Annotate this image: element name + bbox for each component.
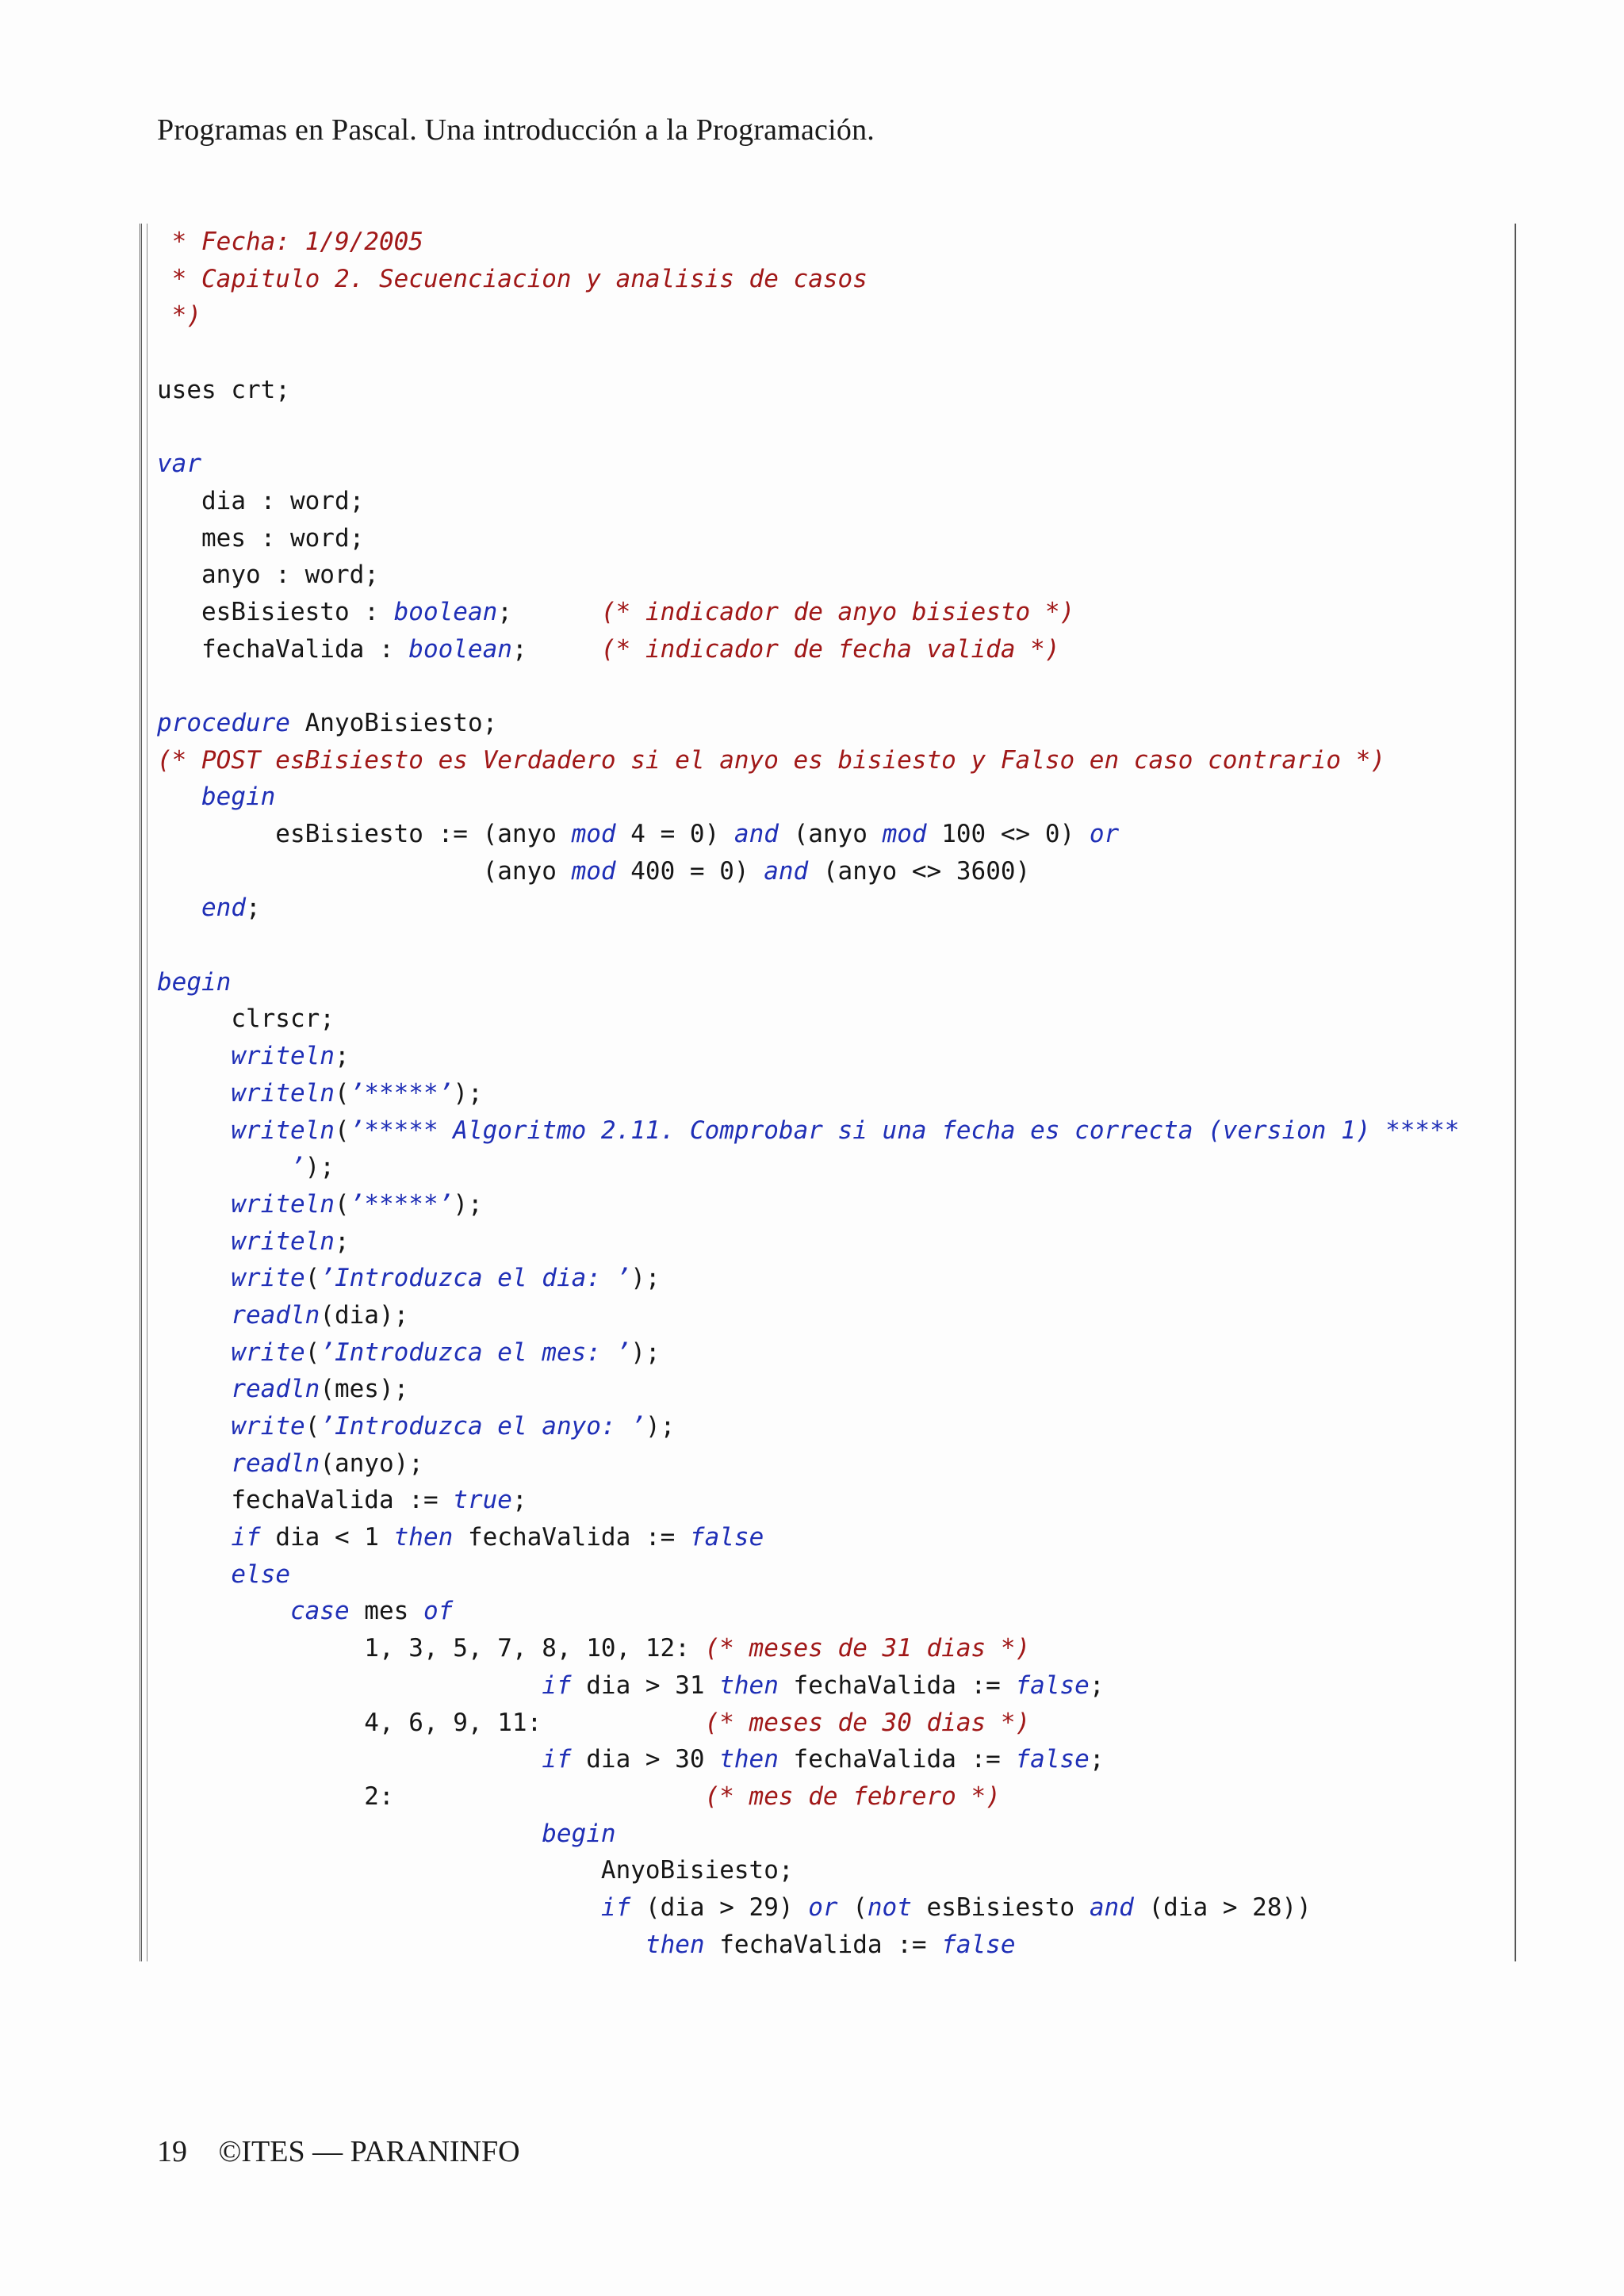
code-text: ; bbox=[334, 1042, 350, 1071]
code-line bbox=[157, 1260, 1459, 1297]
code-keyword: if bbox=[542, 1745, 572, 1774]
code-text: ); bbox=[630, 1337, 661, 1367]
code-text: (dia > 29) bbox=[630, 1892, 809, 1922]
code-text: mes bbox=[349, 1597, 423, 1626]
code-string: ’Introduzca el mes: ’ bbox=[320, 1337, 631, 1367]
code-line bbox=[157, 297, 1459, 335]
code-text: ; bbox=[334, 1226, 350, 1256]
code-text bbox=[157, 1597, 290, 1625]
code-line bbox=[157, 1186, 1459, 1223]
code-text: AnyoBisiesto; bbox=[157, 1856, 794, 1885]
code-text bbox=[157, 1116, 231, 1145]
code-text bbox=[157, 1375, 231, 1403]
code-keyword: write bbox=[231, 1337, 305, 1367]
code-keyword: procedure bbox=[157, 708, 290, 737]
code-line bbox=[157, 1223, 1459, 1261]
code-line bbox=[157, 1852, 1459, 1889]
code-text: ( bbox=[334, 1115, 350, 1145]
code-keyword: begin bbox=[201, 783, 276, 812]
code-keyword: of bbox=[423, 1597, 454, 1626]
code-line bbox=[157, 557, 1459, 594]
code-text: fechaValida := bbox=[778, 1745, 1016, 1774]
code-text: ); bbox=[453, 1078, 483, 1108]
code-keyword: false bbox=[1015, 1745, 1090, 1774]
code-line bbox=[157, 1408, 1459, 1445]
code-keyword: end bbox=[201, 894, 246, 923]
code-text bbox=[157, 1523, 231, 1552]
code-line bbox=[157, 964, 1459, 1001]
code-text bbox=[157, 1560, 231, 1589]
code-keyword: write bbox=[231, 1412, 305, 1441]
copyright-notice: ©ITES — PARANINFO bbox=[218, 2135, 520, 2168]
code-text: esBisiesto := (anyo bbox=[157, 820, 572, 848]
code-text bbox=[157, 894, 201, 922]
code-keyword: begin bbox=[542, 1819, 616, 1848]
code-text bbox=[157, 1745, 542, 1774]
code-keyword: boolean bbox=[408, 634, 512, 664]
code-text: (anyo <> 3600) bbox=[808, 856, 1031, 886]
page-footer bbox=[157, 2134, 520, 2169]
code-line bbox=[157, 408, 1459, 446]
code-text: ; bbox=[511, 634, 601, 664]
code-comment: * Capitulo 2. Secuenciacion y analisis de casos bbox=[157, 264, 868, 293]
code-text: ); bbox=[645, 1412, 676, 1441]
code-keyword: begin bbox=[157, 967, 232, 997]
code-line bbox=[157, 1075, 1459, 1112]
code-text bbox=[157, 1893, 601, 1922]
code-string: ’*****’ bbox=[349, 1189, 454, 1219]
code-text: ( bbox=[304, 1337, 320, 1367]
code-keyword: mod bbox=[571, 820, 616, 848]
running-header: Programas en Pascal. Una introducción a la Programación. bbox=[157, 113, 875, 147]
code-line bbox=[157, 1297, 1459, 1334]
code-text: (dia); bbox=[320, 1300, 409, 1330]
code-keyword: and bbox=[733, 820, 779, 848]
code-text: dia > 31 bbox=[571, 1670, 720, 1700]
code-text: 2: bbox=[157, 1781, 705, 1811]
code-line bbox=[157, 1741, 1459, 1778]
code-keyword: not bbox=[867, 1892, 912, 1922]
code-line bbox=[157, 520, 1459, 557]
code-keyword: if bbox=[600, 1892, 631, 1922]
code-text: ); bbox=[453, 1189, 483, 1219]
code-text bbox=[157, 1079, 231, 1108]
code-keyword: then bbox=[719, 1670, 779, 1700]
code-keyword: else bbox=[231, 1559, 290, 1589]
code-line bbox=[157, 594, 1459, 631]
code-text: uses crt; bbox=[157, 375, 290, 404]
code-comment: (* mes de febrero *) bbox=[704, 1781, 1001, 1811]
code-text: dia < 1 bbox=[260, 1523, 394, 1552]
code-line bbox=[157, 668, 1459, 705]
code-text bbox=[157, 1338, 231, 1367]
code-line bbox=[157, 1112, 1459, 1150]
code-comment: (* indicador de anyo bisiesto *) bbox=[600, 597, 1075, 626]
code-line bbox=[157, 224, 1459, 261]
code-keyword: true bbox=[453, 1486, 512, 1515]
code-text: dia > 30 bbox=[571, 1745, 720, 1774]
code-keyword: mod bbox=[571, 856, 616, 886]
code-text: (anyo); bbox=[320, 1448, 423, 1478]
code-line bbox=[157, 1816, 1459, 1853]
code-line bbox=[157, 1038, 1459, 1075]
code-text: fechaValida := bbox=[704, 1930, 942, 1959]
code-text: AnyoBisiesto; bbox=[289, 708, 498, 737]
code-string: ’*****’ bbox=[349, 1078, 454, 1108]
code-text: 4, 6, 9, 11: bbox=[157, 1708, 705, 1737]
code-line bbox=[157, 1371, 1459, 1408]
code-text bbox=[157, 1820, 542, 1848]
code-keyword: readln bbox=[231, 1448, 320, 1478]
code-line bbox=[157, 890, 1459, 927]
code-line bbox=[157, 1927, 1459, 1964]
code-keyword: and bbox=[764, 856, 809, 886]
code-string: ’Introduzca el anyo: ’ bbox=[320, 1412, 645, 1441]
code-text bbox=[157, 1449, 231, 1478]
code-keyword: false bbox=[1015, 1670, 1090, 1700]
code-string: ’ bbox=[157, 1153, 305, 1182]
code-text: esBisiesto bbox=[911, 1892, 1090, 1922]
code-line bbox=[157, 335, 1459, 372]
code-text bbox=[157, 1190, 231, 1219]
code-text: ( bbox=[334, 1078, 350, 1108]
code-comment: (* indicador de fecha valida *) bbox=[600, 634, 1060, 664]
code-text: ; bbox=[1089, 1745, 1105, 1774]
code-line bbox=[157, 1630, 1459, 1667]
code-line bbox=[157, 1519, 1459, 1556]
code-string: ’Introduzca el dia: ’ bbox=[320, 1264, 631, 1293]
code-text bbox=[157, 1412, 231, 1441]
code-text: ( bbox=[334, 1189, 350, 1219]
code-line bbox=[157, 816, 1459, 853]
code-text: (anyo bbox=[157, 856, 572, 886]
code-text: ); bbox=[304, 1153, 335, 1182]
code-line bbox=[157, 1149, 1459, 1186]
code-text: ( bbox=[304, 1264, 320, 1293]
code-text: fechaValida := bbox=[778, 1670, 1016, 1700]
code-text: ; bbox=[511, 1486, 527, 1515]
code-line bbox=[157, 779, 1459, 816]
page-number: 19 bbox=[157, 2135, 187, 2168]
code-keyword: writeln bbox=[231, 1189, 335, 1219]
code-line bbox=[157, 1445, 1459, 1483]
code-text: 1, 3, 5, 7, 8, 10, 12: bbox=[157, 1634, 705, 1663]
code-line bbox=[157, 372, 1459, 409]
code-text: 4 = 0) bbox=[615, 820, 734, 848]
code-keyword: writeln bbox=[231, 1115, 335, 1145]
code-line bbox=[157, 261, 1459, 298]
code-text bbox=[157, 1931, 645, 1959]
code-keyword: var bbox=[157, 450, 201, 479]
code-text bbox=[157, 1227, 231, 1256]
code-line bbox=[157, 1889, 1459, 1927]
code-keyword: or bbox=[1089, 820, 1120, 848]
code-text: anyo : word; bbox=[157, 561, 379, 590]
code-line bbox=[157, 446, 1459, 483]
code-text bbox=[157, 1671, 542, 1700]
code-text bbox=[157, 1042, 231, 1070]
code-line bbox=[157, 927, 1459, 964]
code-keyword: case bbox=[289, 1597, 350, 1626]
code-line bbox=[157, 705, 1459, 742]
code-line bbox=[157, 1556, 1459, 1594]
code-comment: (* meses de 31 dias *) bbox=[704, 1634, 1031, 1663]
code-keyword: write bbox=[231, 1264, 305, 1293]
code-keyword: then bbox=[393, 1523, 454, 1552]
pascal-code-listing bbox=[157, 224, 1459, 1963]
code-text: ; bbox=[1089, 1670, 1105, 1700]
code-text: 100 <> 0) bbox=[926, 820, 1090, 848]
code-comment: * Fecha: 1/9/2005 bbox=[157, 228, 423, 256]
code-line bbox=[157, 853, 1459, 890]
code-keyword: mod bbox=[882, 820, 927, 848]
code-text: dia : word; bbox=[157, 486, 365, 515]
code-keyword: then bbox=[719, 1745, 779, 1774]
code-text: (anyo bbox=[778, 820, 883, 848]
code-string: ’***** Algoritmo 2.11. Comprobar si una fecha es correcta (version 1) ***** bbox=[349, 1115, 1460, 1145]
code-line bbox=[157, 1482, 1459, 1519]
code-text: fechaValida := bbox=[453, 1523, 690, 1552]
code-text bbox=[157, 1301, 231, 1330]
code-text bbox=[157, 1264, 231, 1292]
code-comment: (* meses de 30 dias *) bbox=[704, 1708, 1031, 1737]
code-line bbox=[157, 742, 1459, 779]
code-keyword: writeln bbox=[231, 1042, 335, 1071]
code-keyword: then bbox=[645, 1930, 705, 1959]
code-keyword: writeln bbox=[231, 1078, 335, 1108]
code-keyword: false bbox=[941, 1930, 1016, 1959]
code-text bbox=[157, 783, 201, 811]
code-text: mes : word; bbox=[157, 523, 365, 553]
code-text: ; bbox=[497, 597, 601, 626]
code-text: esBisiesto : bbox=[157, 597, 394, 626]
code-text: (dia > 28)) bbox=[1133, 1892, 1312, 1922]
code-keyword: writeln bbox=[231, 1226, 335, 1256]
code-line bbox=[157, 631, 1459, 668]
code-line bbox=[157, 1705, 1459, 1742]
code-text: ( bbox=[304, 1412, 320, 1441]
code-line bbox=[157, 1001, 1459, 1038]
code-text: ); bbox=[630, 1264, 661, 1293]
code-text: ; bbox=[246, 894, 261, 923]
code-keyword: and bbox=[1089, 1892, 1134, 1922]
code-line bbox=[157, 1667, 1459, 1705]
code-text: 400 = 0) bbox=[615, 856, 764, 886]
code-keyword: readln bbox=[231, 1300, 320, 1330]
code-line bbox=[157, 1593, 1459, 1630]
code-keyword: readln bbox=[231, 1375, 320, 1404]
code-keyword: false bbox=[689, 1523, 764, 1552]
code-keyword: if bbox=[542, 1670, 572, 1700]
code-comment: (* POST esBisiesto es Verdadero si el anyo es bisiesto y Falso en caso contrario *) bbox=[157, 745, 1386, 775]
code-text: clrscr; bbox=[157, 1004, 335, 1034]
code-text: fechaValida : bbox=[157, 634, 409, 664]
code-text: fechaValida := bbox=[157, 1486, 454, 1515]
code-text: (mes); bbox=[320, 1375, 409, 1404]
code-keyword: boolean bbox=[393, 597, 498, 626]
code-text: ( bbox=[837, 1892, 868, 1922]
code-line bbox=[157, 1778, 1459, 1816]
code-keyword: or bbox=[808, 1892, 838, 1922]
code-line bbox=[157, 483, 1459, 520]
code-keyword: if bbox=[231, 1523, 261, 1552]
code-line bbox=[157, 1334, 1459, 1372]
code-comment: *) bbox=[157, 301, 201, 331]
